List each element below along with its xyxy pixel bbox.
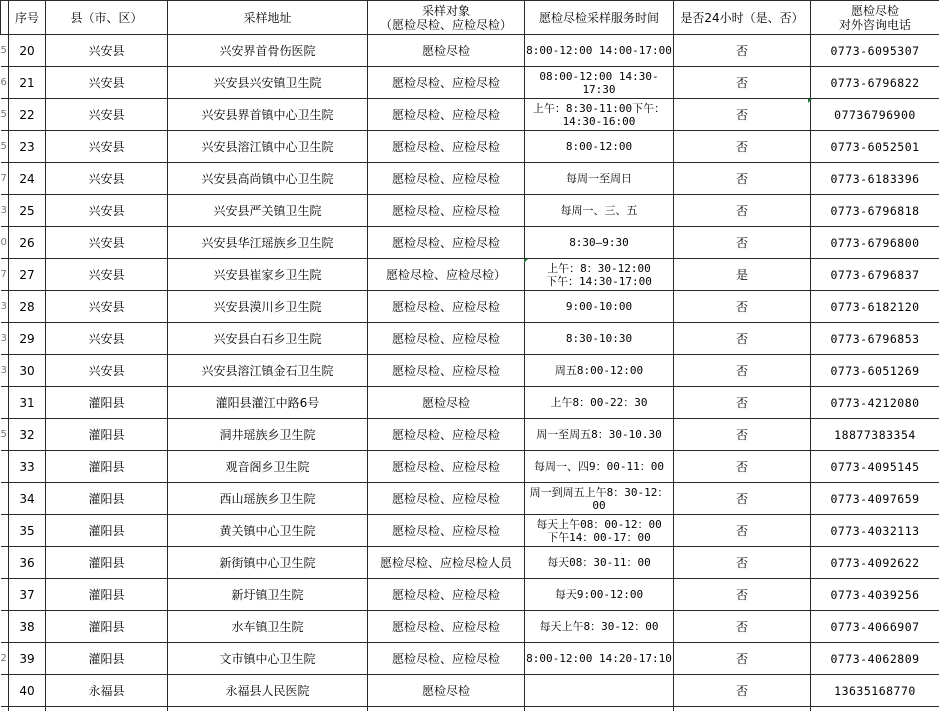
cell-time[interactable]: 8:00-12:00 [525,131,674,163]
cell-county[interactable]: 兴安县 [46,35,168,67]
table-row [1,163,939,195]
table-row [1,67,939,99]
cell-24h[interactable]: 否 [674,131,811,163]
cell-address[interactable]: 兴安县华江瑶族乡卫生院 [168,227,368,259]
cell-address[interactable]: 兴安界首骨伤医院 [168,35,368,67]
cell-phone[interactable]: 0773-6796818 [811,195,939,227]
cell-time[interactable]: 周五8:00-12:00 [525,355,674,387]
cell-phone[interactable]: 0773-6051269 [811,355,939,387]
table-row [1,675,939,707]
cell-time[interactable]: 每周一至周日 [525,163,674,195]
cell-address[interactable]: 新街镇中心卫生院 [168,547,368,579]
cell-target[interactable]: 愿检尽检、应检尽检 [368,355,525,387]
cell-seq[interactable]: 21 [9,67,46,99]
row-gutter: 2 [1,643,9,675]
cell-target[interactable]: 愿检尽检、应检尽检 [368,67,525,99]
cell-target[interactable]: 愿检尽检、应检尽检 [368,419,525,451]
cell-seq[interactable]: 22 [9,99,46,131]
table-row [1,195,939,227]
cell-county[interactable]: 兴安县 [46,67,168,99]
cell-empty [368,707,525,711]
cell-seq[interactable]: 28 [9,291,46,323]
row-gutter [1,483,9,515]
table-row [1,579,939,611]
cell-county[interactable]: 灌阳县 [46,643,168,675]
table-row-partial [1,707,939,711]
cell-seq[interactable]: 23 [9,131,46,163]
cell-address[interactable]: 兴安县高尚镇中心卫生院 [168,163,368,195]
cell-target[interactable]: 愿检尽检、应检尽检） [368,259,525,291]
header-target[interactable] [368,1,525,35]
row-gutter [1,387,9,419]
cell-time[interactable]: 每天9:00-12:00 [525,579,674,611]
cell-phone[interactable]: 0773-6095307 [811,35,939,67]
cell-24h[interactable]: 否 [674,643,811,675]
cell-target[interactable]: 愿检尽检 [368,387,525,419]
cell-county[interactable]: 兴安县 [46,323,168,355]
cell-target[interactable]: 愿检尽检、应检尽检 [368,611,525,643]
cell-phone[interactable]: 0773-4095145 [811,451,939,483]
cell-address[interactable]: 兴安县漠川乡卫生院 [168,291,368,323]
cell-address[interactable]: 兴安县界首镇中心卫生院 [168,99,368,131]
cell-phone[interactable]: 07736796900 [811,99,939,131]
cell-24h[interactable]: 否 [674,547,811,579]
cell-time[interactable]: 每天08：30-11：00 [525,547,674,579]
row-gutter [1,675,9,707]
cell-county[interactable]: 兴安县 [46,259,168,291]
cell-time[interactable]: 上午8：00-22：30 [525,387,674,419]
cell-seq[interactable]: 27 [9,259,46,291]
cell-24h[interactable]: 否 [674,67,811,99]
cell-24h[interactable]: 否 [674,227,811,259]
row-gutter: 3 [1,291,9,323]
cell-time[interactable]: 08:00-12:00 14:30-17:30 [525,67,674,99]
cell-24h[interactable]: 否 [674,483,811,515]
cell-address[interactable]: 灌阳县灌江中路6号 [168,387,368,419]
cell-county[interactable]: 灌阳县 [46,515,168,547]
header-seq[interactable]: 序号 [9,1,46,35]
cell-phone[interactable]: 0773-4062809 [811,643,939,675]
cell-phone[interactable]: 0773-4097659 [811,483,939,515]
cell-24h[interactable]: 否 [674,387,811,419]
cell-time[interactable]: 每周一、三、五 [525,195,674,227]
cell-time[interactable]: 上午：8:30-11:00下午：14:30-16:00 [525,99,674,131]
row-gutter [1,515,9,547]
row-gutter: 0 [1,227,9,259]
cell-empty [811,707,939,711]
cell-24h[interactable]: 是 [674,259,811,291]
cell-county[interactable]: 灌阳县 [46,547,168,579]
table-row [1,483,939,515]
table-row [1,259,939,291]
cell-time[interactable]: 8:30-10:30 [525,323,674,355]
header-phone-text: 愿检尽检 对外咨询电话 [838,3,911,32]
cell-address[interactable]: 兴安县溶江镇中心卫生院 [168,131,368,163]
cell-target[interactable]: 愿检尽检、应检尽检 [368,195,525,227]
table-row [1,547,939,579]
cell-phone[interactable]: 0773-6796822 [811,67,939,99]
cell-address[interactable]: 兴安县白石乡卫生院 [168,323,368,355]
row-gutter [1,547,9,579]
row-gutter: 3 [1,355,9,387]
cell-target[interactable]: 愿检尽检、应检尽检 [368,163,525,195]
cell-county[interactable]: 兴安县 [46,195,168,227]
cell-phone[interactable]: 0773-4212080 [811,387,939,419]
cell-time[interactable] [525,675,674,707]
cell-address[interactable]: 新圩镇卫生院 [168,579,368,611]
cell-county[interactable]: 灌阳县 [46,579,168,611]
cell-address[interactable]: 兴安县严关镇卫生院 [168,195,368,227]
cell-county[interactable]: 灌阳县 [46,387,168,419]
cell-time[interactable]: 周一至周五8：30-10.30 [525,419,674,451]
cell-24h[interactable]: 否 [674,579,811,611]
cell-county[interactable]: 兴安县 [46,355,168,387]
cell-county[interactable]: 兴安县 [46,227,168,259]
row-gutter [1,579,9,611]
cell-address[interactable]: 洞井瑶族乡卫生院 [168,419,368,451]
cell-time[interactable]: 8:00-12:00 14:00-17:00 [525,35,674,67]
cell-target[interactable]: 愿检尽检、应检尽检 [368,579,525,611]
cell-24h[interactable]: 否 [674,99,811,131]
table-row [1,643,939,675]
row-gutter: 6 [1,67,9,99]
cell-target[interactable]: 愿检尽检、应检尽检 [368,643,525,675]
row-gutter: 5 [1,419,9,451]
row-gutter: 5 [1,99,9,131]
comment-marker [524,259,528,263]
cell-phone[interactable]: 0773-6182120 [811,291,939,323]
header-county[interactable]: 县（市、区） [46,1,168,35]
table-body [1,35,939,711]
cell-target[interactable]: 愿检尽检、应检尽检 [368,451,525,483]
cell-county[interactable]: 兴安县 [46,131,168,163]
cell-county[interactable]: 灌阳县 [46,611,168,643]
row-gutter-header [1,1,9,35]
cell-seq[interactable]: 20 [9,35,46,67]
cell-target[interactable]: 愿检尽检 [368,675,525,707]
cell-address[interactable]: 兴安县崔家乡卫生院 [168,259,368,291]
cell-time[interactable]: 每周一、四9：00-11：00 [525,451,674,483]
cell-seq[interactable]: 37 [9,579,46,611]
cell-address[interactable]: 兴安县溶江镇金石卫生院 [168,355,368,387]
cell-time[interactable]: 每天上午08：00-12：00 下午14：00-17：00 [525,515,674,547]
table-row [1,387,939,419]
cell-time[interactable]: 周一到周五上午8：30-12：00 [525,483,674,515]
cell-time[interactable]: 8:00-12:00 14:20-17:10 [525,643,674,675]
table-row [1,419,939,451]
cell-county[interactable]: 灌阳县 [46,419,168,451]
cell-seq[interactable]: 38 [9,611,46,643]
cell-target[interactable]: 愿检尽检、应检尽检 [368,323,525,355]
table-row [1,611,939,643]
cell-time[interactable]: 8:30—9:30 [525,227,674,259]
cell-target[interactable]: 愿检尽检、应检尽检 [368,99,525,131]
cell-county[interactable]: 灌阳县 [46,483,168,515]
cell-county[interactable]: 灌阳县 [46,451,168,483]
header-phone[interactable] [811,1,939,35]
table-row [1,35,939,67]
cell-county[interactable]: 兴安县 [46,99,168,131]
table-row [1,131,939,163]
cell-24h[interactable]: 否 [674,163,811,195]
row-gutter [1,451,9,483]
cell-seq[interactable]: 26 [9,227,46,259]
table-row [1,355,939,387]
cell-seq[interactable]: 31 [9,387,46,419]
table-row [1,99,939,131]
cell-empty [46,707,168,711]
cell-target[interactable]: 愿检尽检、应检尽检 [368,227,525,259]
cell-time[interactable]: 9:00-10:00 [525,291,674,323]
cell-phone[interactable]: 0773-4032113 [811,515,939,547]
cell-phone[interactable]: 0773-6052501 [811,131,939,163]
header-24h[interactable]: 是否24小时（是、否） [674,1,811,35]
cell-24h[interactable]: 否 [674,355,811,387]
cell-address[interactable]: 观音阁乡卫生院 [168,451,368,483]
table-row [1,515,939,547]
cell-time[interactable]: 每天上午8：30-12：00 [525,611,674,643]
table-row [1,451,939,483]
table-row [1,291,939,323]
header-time[interactable]: 愿检尽检采样服务时间 [525,1,674,35]
row-gutter: 3 [1,195,9,227]
cell-24h[interactable]: 否 [674,675,811,707]
cell-24h[interactable]: 否 [674,35,811,67]
comment-marker [808,99,812,103]
cell-empty [168,707,368,711]
cell-24h[interactable]: 否 [674,195,811,227]
cell-seq[interactable]: 36 [9,547,46,579]
cell-phone[interactable]: 13635168770 [811,675,939,707]
cell-seq[interactable]: 24 [9,163,46,195]
cell-seq[interactable]: 39 [9,643,46,675]
table-row [1,323,939,355]
cell-county[interactable]: 兴安县 [46,291,168,323]
table-row [1,227,939,259]
cell-phone[interactable]: 0773-4066907 [811,611,939,643]
cell-address[interactable]: 文市镇中心卫生院 [168,643,368,675]
row-gutter: 5 [1,131,9,163]
row-gutter: 5 [1,35,9,67]
cell-target[interactable]: 愿检尽检、应检尽检 [368,483,525,515]
row-gutter: 7 [1,259,9,291]
cell-phone[interactable]: 0773-6796837 [811,259,939,291]
cell-24h[interactable]: 否 [674,419,811,451]
cell-24h[interactable]: 否 [674,323,811,355]
cell-phone[interactable]: 18877383354 [811,419,939,451]
cell-seq[interactable]: 33 [9,451,46,483]
cell-address[interactable]: 西山瑶族乡卫生院 [168,483,368,515]
cell-phone[interactable]: 0773-4092622 [811,547,939,579]
cell-seq[interactable]: 29 [9,323,46,355]
cell-empty [674,707,811,711]
cell-seq[interactable]: 35 [9,515,46,547]
cell-seq[interactable]: 25 [9,195,46,227]
row-gutter [1,611,9,643]
header-target-text: 采样对象 （愿检尽检、应检尽检） [379,3,512,32]
cell-phone[interactable]: 0773-6796853 [811,323,939,355]
cell-target[interactable]: 愿检尽检、应检尽检 [368,131,525,163]
cell-24h[interactable]: 否 [674,451,811,483]
cell-phone[interactable]: 0773-4039256 [811,579,939,611]
cell-county[interactable]: 兴安县 [46,163,168,195]
cell-seq[interactable]: 30 [9,355,46,387]
cell-empty [9,707,46,711]
row-gutter: 7 [1,163,9,195]
cell-target[interactable]: 愿检尽检、应检尽检 [368,515,525,547]
cell-county[interactable]: 永福县 [46,675,168,707]
cell-seq[interactable]: 34 [9,483,46,515]
cell-empty [525,707,674,711]
cell-24h[interactable]: 否 [674,515,811,547]
cell-phone[interactable]: 0773-6796800 [811,227,939,259]
cell-address[interactable]: 黄关镇中心卫生院 [168,515,368,547]
row-gutter: 3 [1,323,9,355]
cell-address[interactable]: 水车镇卫生院 [168,611,368,643]
cell-seq[interactable]: 40 [9,675,46,707]
cell-target[interactable]: 愿检尽检 [368,35,525,67]
header-address[interactable]: 采样地址 [168,1,368,35]
cell-time[interactable]: 上午：8：30-12:00 下午：14:30-17:00 [525,259,674,291]
cell-target[interactable]: 愿检尽检、应检尽检 [368,291,525,323]
cell-phone[interactable]: 0773-6183396 [811,163,939,195]
cell-address[interactable]: 兴安县兴安镇卫生院 [168,67,368,99]
cell-address[interactable]: 永福县人民医院 [168,675,368,707]
cell-24h[interactable]: 否 [674,291,811,323]
cell-empty [1,707,9,711]
cell-target[interactable]: 愿检尽检、应检尽检人员 [368,547,525,579]
cell-seq[interactable]: 32 [9,419,46,451]
cell-24h[interactable]: 否 [674,611,811,643]
header-row [1,1,939,35]
